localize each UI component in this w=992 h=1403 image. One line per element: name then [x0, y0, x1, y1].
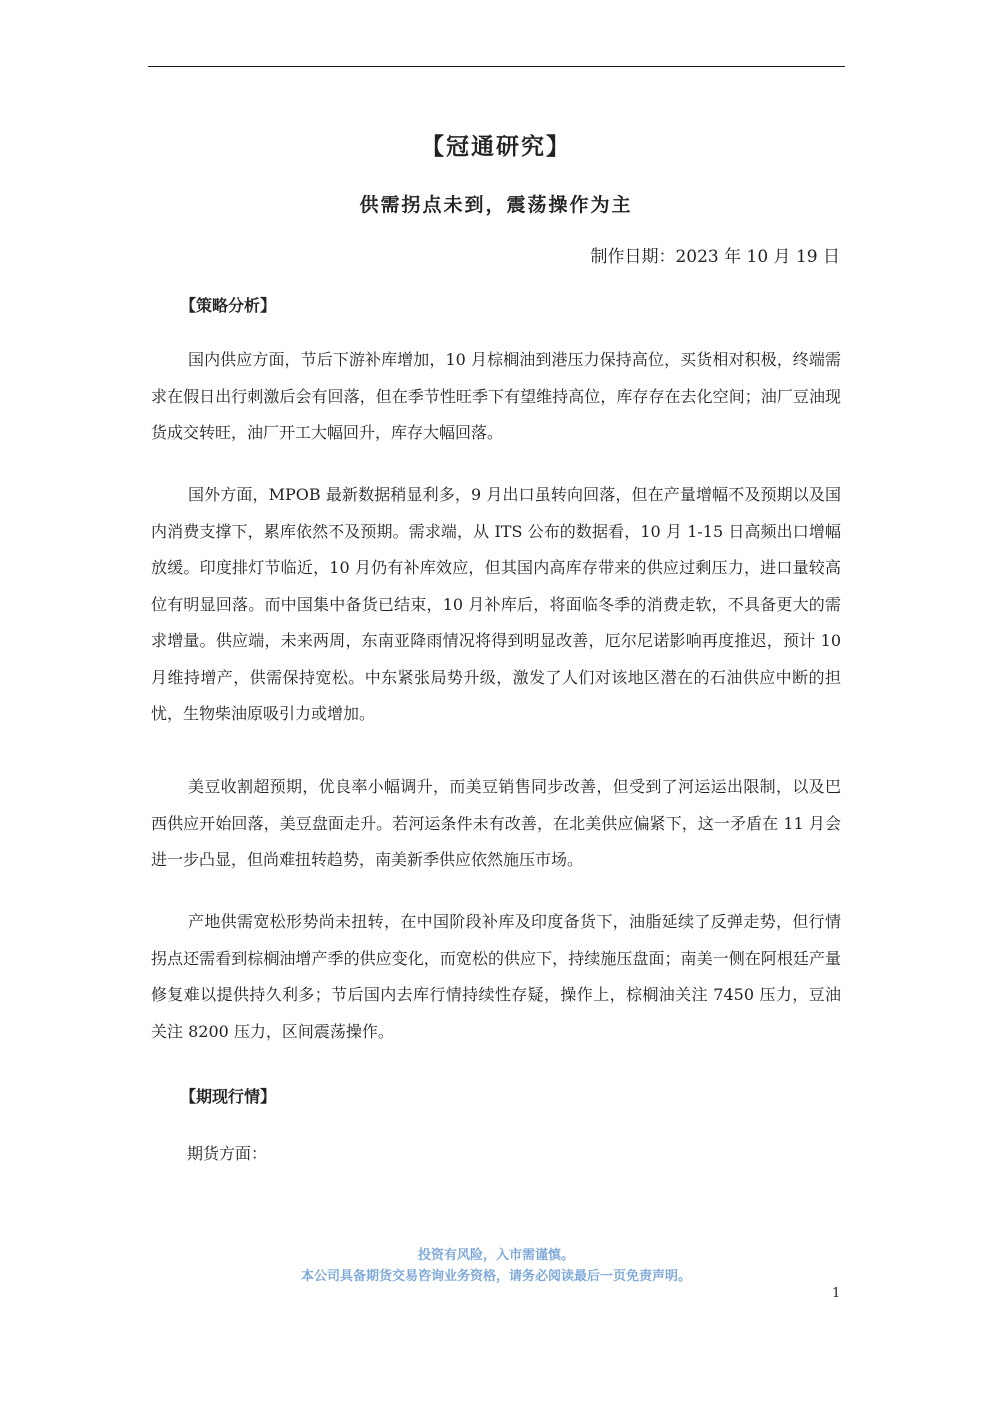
- section-heading-market: 【期现行情】: [180, 1087, 277, 1106]
- brand-title: 【冠通研究】: [421, 133, 571, 160]
- report-headline: 供需拐点未到，震荡操作为主: [359, 194, 633, 216]
- header-rule: [148, 66, 845, 67]
- strategy-paragraph-outlook: 产地供需宽松形势尚未扭转，在中国阶段补库及印度备货下，油脂延续了反弹走势，但行情拐点还需看到棕榈油增产季的供应变化，而宽松的供应下，持续施压盘面；南美一侧在阿根廷产量修复难以提供持久利多；节后国内去库行情持续性存疑，操作上，棕榈油关注 7450 压力，豆油关注 8200 压力，区间震荡操作。: [151, 912, 841, 1041]
- risk-warning: 投资有风险，入市需谨慎。: [417, 1248, 574, 1263]
- strategy-paragraph-us-soybean: 美豆收割超预期，优良率小幅调升，而美豆销售同步改善，但受到了河运运出限制，以及巴西供应开始回落，美豆盘面走升。若河运条件未有改善，在北美供应偏紧下，这一矛盾在 11 月会进一步凸显，但尚难扭转趋势，南美新季供应依然施压市场。: [151, 777, 841, 869]
- strategy-paragraph-domestic: 国内供应方面，节后下游补库增加，10 月棕榈油到港压力保持高位，买货相对积极，终端需求在假日出行刺激后会有回落，但在季节性旺季下有望维持高位，库存存在去化空间；油厂豆油现货成交转旺，油厂开工大幅回升，库存大幅回落。: [151, 350, 841, 442]
- report-date: 制作日期：2023 年 10 月 19 日: [590, 247, 840, 267]
- page-number: 1: [832, 1286, 841, 1301]
- disclaimer-note: 本公司具备期货交易咨询业务资格，请务必阅读最后一页免责声明。: [300, 1269, 691, 1284]
- futures-label: 期货方面：: [187, 1144, 268, 1163]
- strategy-paragraph-overseas: 国外方面，MPOB 最新数据稍显利多，9 月出口虽转向回落，但在产量增幅不及预期以及国内消费支撑下，累库依然不及预期。需求端，从 ITS 公布的数据看，10 月 1-15 日高频出口增幅放缓。印度排灯节临近，10 月仍有补库效应，但其国内高库存带来的供应过剩压力，进口量较高位有明显回落。而中国集中备货已结束，10 月补库后，将面临冬季的消费走软，不具备更大的需求增量。供应端，未来两周，东南亚降雨情况将得到明显改善，厄尔尼诺影响再度推迟，预计 10 月维持增产，供需保持宽松。中东紧张局势升级，激发了人们对该地区潜在的石油供应中断的担忧，生物柴油原吸引力或增加。: [151, 485, 841, 723]
- section-heading-strategy: 【策略分析】: [180, 296, 277, 315]
